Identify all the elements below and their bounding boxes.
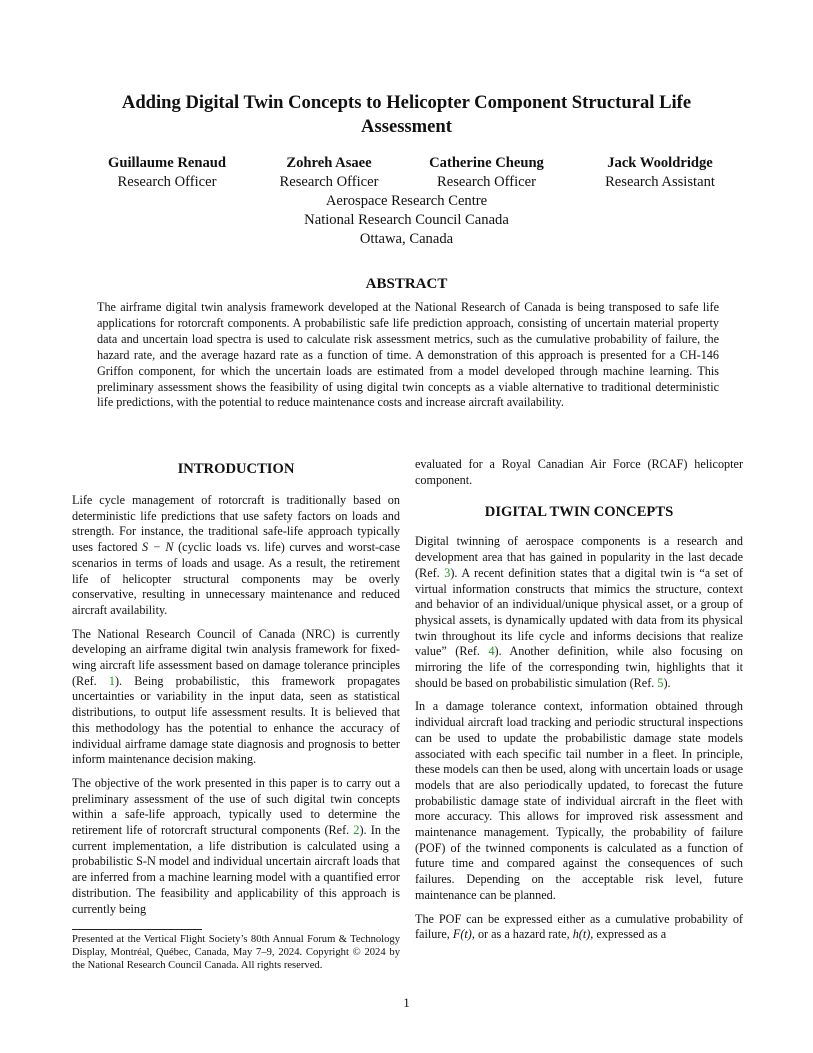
author-name: Guillaume Renaud	[108, 155, 226, 171]
abstract-heading: ABSTRACT	[365, 276, 448, 292]
math-cumulative-pof: F(t)	[452, 927, 472, 942]
author-name: Catherine Cheung	[429, 155, 544, 171]
section-heading-introduction: INTRODUCTION	[177, 461, 295, 477]
author-name: Jack Wooldridge	[607, 155, 713, 171]
affiliation-line: Ottawa, Canada	[359, 231, 454, 247]
affiliation-line: National Research Council Canada	[304, 212, 509, 228]
intro-paragraph-3-continued: evaluated for a Royal Canadian Air Force (RCAF) helicopter component.	[415, 457, 743, 487]
author-2	[249, 154, 409, 192]
dt-paragraph-2: In a damage tolerance context, information obtained through individual aircraft load tracking and periodic structural inspections can be used to update the probabilistic damage state models associated with each specific tail number in a fleet. In principle, these models can then be used, along with uncertain loads or usage models that are also periodically updated, to forecast the future probabilistic damage state of individual aircraft in the fleet with more accuracy. This allows for improved risk assessment and maintenance management. Typically, the probability of failure (POF) of the twinned components is calculated as a function of future time and compared against the consequences of such failures. Depending on the acceptable risk level, future maintenance can be planned.	[415, 699, 743, 902]
intro-paragraph-1: Life cycle management of rotorcraft is traditionally based on deterministic life predictions that use safety factors on loads and strength. For instance, the traditional safe-life approach typically uses factored S − N (cyclic loads vs. life) curves and worst-case scenarios in terms of loads and usage. As a result, the retirement life of helicopter structural components may be overly conservative, resulting in unnecessary maintenance and reduced aircraft availability.	[72, 493, 400, 617]
left-column	[72, 457, 400, 925]
reference-link[interactable]: 2	[353, 823, 360, 838]
dt-paragraph-3: The POF can be expressed either as a cumulative probability of failure, F(t), or as a hazard rate, h(t), expressed as a	[415, 911, 743, 942]
author-name: Zohreh Asaee	[286, 155, 372, 171]
author-role: Research Assistant	[605, 174, 715, 190]
math-sn: S − N	[142, 540, 174, 555]
affiliation	[100, 192, 713, 249]
math-hazard-rate: h(t)	[572, 927, 591, 942]
author-block	[82, 154, 732, 194]
section-heading-digital-twin: DIGITAL TWIN CONCEPTS	[484, 504, 674, 521]
author-1	[82, 154, 252, 192]
author-3	[404, 154, 569, 192]
author-role: Research Officer	[117, 174, 217, 190]
reference-link[interactable]: 3	[444, 565, 451, 580]
right-column	[415, 457, 743, 951]
reference-link[interactable]: 4	[488, 644, 495, 659]
paper-title: Adding Digital Twin Concepts to Helicopter Component Structural Life Assessment	[121, 92, 692, 137]
footnote: Presented at the Vertical Flight Society’s 80th Annual Forum & Technology Display, Montréal, Québec, Canada, May 7–9, 2024. Copyright © 2024 by the National Research Council Canada. All rights reserved.	[72, 934, 400, 972]
author-role: Research Officer	[437, 174, 536, 190]
reference-link[interactable]: 5	[657, 675, 664, 690]
intro-paragraph-3: The objective of the work presented in this paper is to carry out a preliminary assessment of the use of such digital twin concepts within a safe-life approach, typically used to determine the retirement life of rotorcraft structural components (Ref. 2). In the current implementation, a life distribution is calculated using a probabilistic S-N model and individual uncertain aircraft loads that are inferred from a machine learning model with a quantified error distribution. The feasibility and applicability of this approach is currently being	[72, 775, 400, 916]
footnote-rule	[72, 929, 202, 930]
page-number: 1	[403, 995, 410, 1010]
reference-link[interactable]: 1	[108, 673, 115, 688]
affiliation-line: Aerospace Research Centre	[325, 193, 488, 209]
intro-paragraph-2: The National Research Council of Canada (NRC) is currently developing an airframe digital twin analysis framework for fixed-wing aircraft life assessment based on damage tolerance principles (Ref. 1). Being probabilistic, this framework propagates uncertainties or variability in the input data, seen as statistical distributions, to output life assessment results. It is believed that this methodology has the potential to enhance the accuracy of individual airframe damage state diagnosis and prognosis to better inform maintenance decision making.	[72, 626, 401, 767]
author-role: Research Officer	[279, 174, 379, 190]
dt-paragraph-1: Digital twinning of aerospace components is a research and development area that has gained in popularity in the last decade (Ref. 3). A recent definition states that a digital twin is “a set of virtual information constructs that mimics the structure, context and behavior of an individual/unique physical asset, or a group of physical assets, is dynamically updated with data from its physical twin throughout its life cycle and informs decisions that realize value” (Ref. 4). Another definition, while also focusing on mirroring the life of the corresponding twin, highlights that it should be based on probabilistic simulation (Ref. 5).	[415, 534, 743, 690]
abstract-text: The airframe digital twin analysis framework developed at the National Research of Canada is being transposed to safe life applications for rotorcraft components. A probabilistic safe life prediction approach, consisting of uncertain material property data and uncertain load spectra is used to calculate risk assessment metrics, such as the cumulative probability of failure, the hazard rate, and the average hazard rate as a function of time. A demonstration of this approach is presented for a CH-146 Griffon component, for which the uncertain loads are estimated from a model developed through machine learning. This preliminary assessment shows the feasibility of using digital twin concepts as a viable alternative to traditional deterministic life predictions, with the potential to reduce maintenance costs and increase aircraft availability.	[97, 300, 719, 410]
author-4	[575, 154, 745, 192]
